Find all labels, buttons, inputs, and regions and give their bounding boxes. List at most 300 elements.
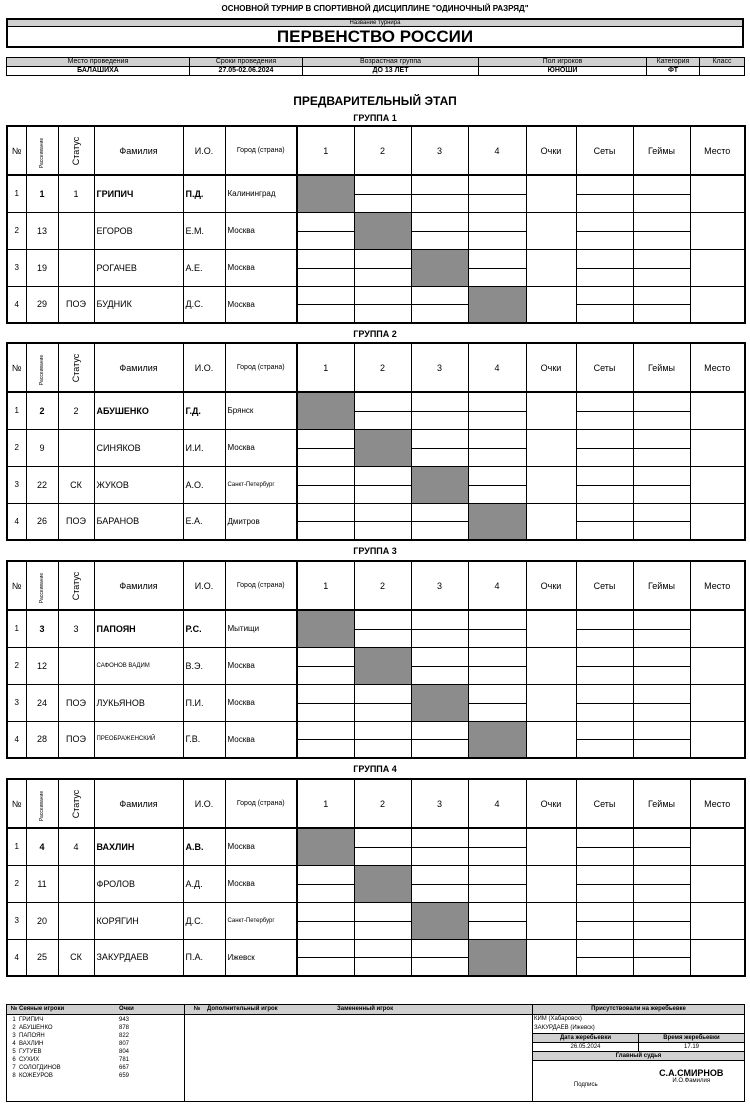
- player-place-cell[interactable]: [690, 392, 745, 429]
- player-surname: ФРОЛОВ: [94, 865, 183, 902]
- player-initials: Е.А.: [183, 503, 225, 540]
- header-num: №: [7, 561, 26, 610]
- match-result-cell[interactable]: [468, 902, 526, 939]
- seeds-caption: [7, 1005, 185, 1015]
- player-initials: А.О.: [183, 466, 225, 503]
- judge-label: Главный судья: [615, 1053, 662, 1059]
- self-match-cell: [354, 429, 411, 466]
- player-place-cell[interactable]: [690, 212, 745, 249]
- player-surname: ЖУКОВ: [94, 466, 183, 503]
- player-row: [7, 503, 745, 540]
- player-games-cell[interactable]: [633, 286, 690, 323]
- group-title: ГРУППА 3: [353, 546, 397, 556]
- player-city: Брянск: [225, 392, 297, 429]
- self-match-cell: [411, 466, 468, 503]
- player-initials: Д.С.: [183, 286, 225, 323]
- seed-row: [9, 1072, 182, 1080]
- player-sets-cell[interactable]: [576, 721, 633, 758]
- player-surname: БАРАНОВ: [94, 503, 183, 540]
- header-col2: 2: [354, 561, 411, 610]
- group-header-row: [7, 343, 745, 392]
- player-seed: 1: [26, 175, 58, 212]
- self-match-cell: [411, 249, 468, 286]
- match-result-cell[interactable]: [411, 647, 468, 684]
- player-games-cell[interactable]: [633, 865, 690, 902]
- group-table: [6, 342, 746, 541]
- player-seed: 11: [26, 865, 58, 902]
- player-points-cell[interactable]: [526, 610, 576, 647]
- player-status: [58, 212, 94, 249]
- match-result-cell[interactable]: [411, 828, 468, 865]
- match-result-cell[interactable]: [411, 865, 468, 902]
- player-games-cell[interactable]: [633, 939, 690, 976]
- extra-caption-replaced: Замененный игрок: [337, 1006, 394, 1012]
- player-city: Ижевск: [225, 939, 297, 976]
- seed-row: [9, 1024, 182, 1032]
- player-city: Москва: [225, 286, 297, 323]
- player-row: [7, 865, 745, 902]
- info-caption: Сроки проведения: [190, 58, 303, 67]
- tournament-info-table: [6, 57, 745, 76]
- match-result-cell[interactable]: [354, 828, 411, 865]
- player-status: [58, 902, 94, 939]
- player-initials: Р.С.: [183, 610, 225, 647]
- header-sets: Сеты: [576, 561, 633, 610]
- player-games-cell[interactable]: [633, 902, 690, 939]
- match-result-cell[interactable]: [297, 902, 354, 939]
- player-city: Санкт-Петербург: [225, 902, 297, 939]
- player-games-cell[interactable]: [633, 610, 690, 647]
- match-result-cell[interactable]: [297, 684, 354, 721]
- match-result-cell[interactable]: [411, 429, 468, 466]
- player-games-cell[interactable]: [633, 429, 690, 466]
- player-initials: П.А.: [183, 939, 225, 976]
- player-surname: ЕГОРОВ: [94, 212, 183, 249]
- draw-time-label: Время жеребьевки: [638, 1034, 744, 1042]
- match-result-cell[interactable]: [468, 249, 526, 286]
- header-sets: Сеты: [576, 126, 633, 175]
- header-points: Очки: [526, 561, 576, 610]
- match-result-cell[interactable]: [411, 939, 468, 976]
- seed-name: ГРИПИЧ: [19, 1017, 44, 1023]
- header-status-label: Статус: [70, 353, 81, 382]
- match-result-cell[interactable]: [468, 828, 526, 865]
- header-status: [58, 343, 94, 392]
- player-row: [7, 212, 745, 249]
- match-result-cell[interactable]: [468, 684, 526, 721]
- player-row: [7, 647, 745, 684]
- self-match-cell: [354, 865, 411, 902]
- seeds-caption-num: №: [10, 1006, 18, 1012]
- player-city: Дмитров: [225, 503, 297, 540]
- player-number: 2: [7, 429, 26, 466]
- header-col2: 2: [354, 343, 411, 392]
- player-sets-cell[interactable]: [576, 466, 633, 503]
- seed-row: [9, 1056, 182, 1064]
- group-header-row: [7, 126, 745, 175]
- info-caption: Класс: [700, 58, 745, 67]
- header-surname: Фамилия: [94, 561, 183, 610]
- player-city: Мытищи: [225, 610, 297, 647]
- match-result-cell[interactable]: [411, 286, 468, 323]
- player-initials: П.Д.: [183, 175, 225, 212]
- player-points-cell[interactable]: [526, 828, 576, 865]
- player-points-cell[interactable]: [526, 429, 576, 466]
- player-place-cell[interactable]: [690, 503, 745, 540]
- self-match-cell: [468, 286, 526, 323]
- player-initials: А.В.: [183, 828, 225, 865]
- match-result-cell[interactable]: [354, 175, 411, 212]
- player-place-cell[interactable]: [690, 466, 745, 503]
- player-points-cell[interactable]: [526, 902, 576, 939]
- player-games-cell[interactable]: [633, 249, 690, 286]
- match-result-cell[interactable]: [411, 392, 468, 429]
- player-city: Санкт-Петербург: [225, 466, 297, 503]
- header-place: Место: [690, 561, 745, 610]
- self-match-cell: [468, 503, 526, 540]
- player-status: СК: [58, 466, 94, 503]
- player-surname: ПРЕОБРАЖЕНСКИЙ: [94, 721, 183, 758]
- match-result-cell[interactable]: [468, 865, 526, 902]
- header-col4: 4: [468, 561, 526, 610]
- player-place-cell[interactable]: [690, 721, 745, 758]
- seed-points: 822: [119, 1033, 130, 1039]
- header-col3: 3: [411, 779, 468, 828]
- player-sets-cell[interactable]: [576, 286, 633, 323]
- header-seed: [26, 561, 58, 610]
- seed-num: 7: [12, 1065, 16, 1071]
- player-sets-cell[interactable]: [576, 175, 633, 212]
- self-match-cell: [354, 212, 411, 249]
- match-result-cell[interactable]: [354, 939, 411, 976]
- player-sets-cell[interactable]: [576, 828, 633, 865]
- player-points-cell[interactable]: [526, 286, 576, 323]
- player-points-cell[interactable]: [526, 684, 576, 721]
- player-surname: КОРЯГИН: [94, 902, 183, 939]
- header-col3: 3: [411, 126, 468, 175]
- player-place-cell[interactable]: [690, 175, 745, 212]
- header-city: Город (страна): [225, 561, 297, 610]
- info-value: 27.05-02.06.2024: [190, 67, 303, 76]
- player-initials: В.Э.: [183, 647, 225, 684]
- player-number: 4: [7, 939, 26, 976]
- player-place-cell[interactable]: [690, 249, 745, 286]
- player-games-cell[interactable]: [633, 503, 690, 540]
- self-match-cell: [297, 610, 354, 647]
- tournament-name-box: [6, 18, 744, 48]
- match-result-cell[interactable]: [411, 175, 468, 212]
- judge-caption: [533, 1051, 744, 1060]
- seed-name: СОЛОГДИНОВ: [19, 1065, 61, 1071]
- player-place-cell[interactable]: [690, 684, 745, 721]
- seed-points: 781: [119, 1057, 130, 1063]
- extra-caption: [185, 1005, 533, 1015]
- header-surname: Фамилия: [94, 779, 183, 828]
- info-value-row: [7, 67, 745, 76]
- match-result-cell[interactable]: [297, 939, 354, 976]
- match-result-cell[interactable]: [354, 286, 411, 323]
- draw-info: [533, 1015, 745, 1102]
- player-games-cell[interactable]: [633, 212, 690, 249]
- player-city: Москва: [225, 684, 297, 721]
- seed-points: 943: [119, 1017, 130, 1023]
- player-sets-cell[interactable]: [576, 429, 633, 466]
- player-number: 2: [7, 647, 26, 684]
- player-sets-cell[interactable]: [576, 939, 633, 976]
- player-status: 4: [58, 828, 94, 865]
- player-sets-cell[interactable]: [576, 902, 633, 939]
- header-seed: [26, 343, 58, 392]
- present-person: КИМ (Хабаровск): [534, 1016, 582, 1022]
- header-status: [58, 126, 94, 175]
- player-sets-cell[interactable]: [576, 610, 633, 647]
- player-points-cell[interactable]: [526, 721, 576, 758]
- match-result-cell[interactable]: [297, 212, 354, 249]
- info-caption: Возрастная группа: [303, 58, 479, 67]
- seed-points: 807: [119, 1041, 130, 1047]
- player-surname: ЛУКЬЯНОВ: [94, 684, 183, 721]
- player-games-cell[interactable]: [633, 684, 690, 721]
- player-initials: И.И.: [183, 429, 225, 466]
- player-seed: 12: [26, 647, 58, 684]
- player-city: Москва: [225, 429, 297, 466]
- seed-points: 659: [119, 1073, 130, 1079]
- draw-sign-block: [533, 1015, 744, 1101]
- match-result-cell[interactable]: [411, 212, 468, 249]
- match-result-cell[interactable]: [297, 286, 354, 323]
- player-status: 3: [58, 610, 94, 647]
- player-place-cell[interactable]: [690, 865, 745, 902]
- seed-name: ГУТУЕВ: [19, 1049, 42, 1055]
- player-points-cell[interactable]: [526, 939, 576, 976]
- header-status: [58, 779, 94, 828]
- player-seed: 26: [26, 503, 58, 540]
- header-surname: Фамилия: [94, 343, 183, 392]
- player-games-cell[interactable]: [633, 721, 690, 758]
- player-status: [58, 865, 94, 902]
- header-col1: 1: [297, 126, 354, 175]
- player-seed: 20: [26, 902, 58, 939]
- player-games-cell[interactable]: [633, 828, 690, 865]
- player-points-cell[interactable]: [526, 212, 576, 249]
- player-games-cell[interactable]: [633, 175, 690, 212]
- info-caption-row: [7, 58, 745, 67]
- player-sets-cell[interactable]: [576, 684, 633, 721]
- header-col1: 1: [297, 561, 354, 610]
- match-result-cell[interactable]: [468, 466, 526, 503]
- header-city: Город (страна): [225, 779, 297, 828]
- player-sets-cell[interactable]: [576, 865, 633, 902]
- match-result-cell[interactable]: [354, 466, 411, 503]
- player-surname: РОГАЧЕВ: [94, 249, 183, 286]
- player-status: ПОЭ: [58, 503, 94, 540]
- player-city: Москва: [225, 828, 297, 865]
- match-result-cell[interactable]: [468, 175, 526, 212]
- player-place-cell[interactable]: [690, 429, 745, 466]
- player-sets-cell[interactable]: [576, 249, 633, 286]
- player-sets-cell[interactable]: [576, 503, 633, 540]
- player-points-cell[interactable]: [526, 392, 576, 429]
- player-games-cell[interactable]: [633, 392, 690, 429]
- player-place-cell[interactable]: [690, 902, 745, 939]
- player-games-cell[interactable]: [633, 466, 690, 503]
- match-result-cell[interactable]: [354, 392, 411, 429]
- header-sets: Сеты: [576, 343, 633, 392]
- player-status: [58, 647, 94, 684]
- player-city: Москва: [225, 647, 297, 684]
- seed-row: [9, 1048, 182, 1056]
- bottom-table: [6, 1004, 745, 1102]
- header-initials: И.О.: [183, 343, 225, 392]
- player-points-cell[interactable]: [526, 249, 576, 286]
- group-table: [6, 560, 746, 759]
- header-initials: И.О.: [183, 126, 225, 175]
- player-status: 1: [58, 175, 94, 212]
- seed-row: [9, 1016, 182, 1024]
- draw-datetime-caption: [533, 1033, 744, 1042]
- match-result-cell[interactable]: [297, 429, 354, 466]
- player-initials: Е.М.: [183, 212, 225, 249]
- player-sets-cell[interactable]: [576, 392, 633, 429]
- match-result-cell[interactable]: [468, 392, 526, 429]
- bottom-caption-row: [7, 1005, 745, 1015]
- player-status: СК: [58, 939, 94, 976]
- player-surname: ГРИПИЧ: [94, 175, 183, 212]
- player-points-cell[interactable]: [526, 647, 576, 684]
- match-result-cell[interactable]: [354, 902, 411, 939]
- stage-title: ПРЕДВАРИТЕЛЬНЫЙ ЭТАП: [293, 94, 457, 108]
- player-games-cell[interactable]: [633, 647, 690, 684]
- player-points-cell[interactable]: [526, 175, 576, 212]
- extra-list: [185, 1015, 533, 1102]
- info-value: [700, 67, 745, 76]
- draw-date-label: Дата жеребьевки: [559, 1035, 612, 1041]
- player-number: 1: [7, 828, 26, 865]
- header-col3: 3: [411, 343, 468, 392]
- player-status: [58, 249, 94, 286]
- sign-label: Подпись: [573, 1082, 598, 1088]
- seed-points: 878: [119, 1025, 130, 1031]
- match-result-cell[interactable]: [297, 466, 354, 503]
- player-number: 1: [7, 610, 26, 647]
- seed-num: 3: [12, 1033, 16, 1039]
- group-header-row: [7, 779, 745, 828]
- player-place-cell[interactable]: [690, 939, 745, 976]
- self-match-cell: [297, 175, 354, 212]
- player-seed: 13: [26, 212, 58, 249]
- player-seed: 3: [26, 610, 58, 647]
- header-seed-label: Рассеивание: [39, 572, 45, 603]
- match-result-cell[interactable]: [297, 865, 354, 902]
- player-initials: Г.Д.: [183, 392, 225, 429]
- tournament-name-caption: Название турнира: [8, 20, 742, 27]
- match-result-cell[interactable]: [354, 503, 411, 540]
- document-title: ОСНОВНОЙ ТУРНИР В СПОРТИВНОЙ ДИСЦИПЛИНЕ "ОДИНОЧНЫЙ РАЗРЯД": [221, 4, 529, 13]
- player-row: [7, 939, 745, 976]
- match-result-cell[interactable]: [468, 647, 526, 684]
- seed-num: 4: [12, 1041, 16, 1047]
- header-col4: 4: [468, 343, 526, 392]
- player-surname: САФОНОВ ВАДИМ: [94, 647, 183, 684]
- player-sets-cell[interactable]: [576, 647, 633, 684]
- player-seed: 19: [26, 249, 58, 286]
- header-col2: 2: [354, 779, 411, 828]
- player-points-cell[interactable]: [526, 503, 576, 540]
- group-header-row: [7, 561, 745, 610]
- match-result-cell[interactable]: [297, 503, 354, 540]
- player-surname: СИНЯКОВ: [94, 429, 183, 466]
- match-result-cell[interactable]: [354, 249, 411, 286]
- player-initials: П.И.: [183, 684, 225, 721]
- header-seed: [26, 126, 58, 175]
- seed-points: 804: [119, 1049, 130, 1055]
- match-result-cell[interactable]: [411, 503, 468, 540]
- header-col4: 4: [468, 779, 526, 828]
- header-seed: [26, 779, 58, 828]
- player-number: 3: [7, 466, 26, 503]
- match-result-cell[interactable]: [297, 647, 354, 684]
- player-row: [7, 610, 745, 647]
- header-col1: 1: [297, 779, 354, 828]
- draw-caption: Присутствовали на жеребьевке: [533, 1005, 745, 1015]
- header-games: Геймы: [633, 126, 690, 175]
- header-place: Место: [690, 343, 745, 392]
- match-result-cell[interactable]: [354, 721, 411, 758]
- match-result-cell[interactable]: [411, 721, 468, 758]
- info-value: ФТ: [647, 67, 700, 76]
- player-number: 2: [7, 212, 26, 249]
- player-points-cell[interactable]: [526, 466, 576, 503]
- player-place-cell[interactable]: [690, 647, 745, 684]
- match-result-cell[interactable]: [468, 429, 526, 466]
- seed-name: АБУШЕНКО: [19, 1025, 53, 1031]
- player-place-cell[interactable]: [690, 286, 745, 323]
- header-col4: 4: [468, 126, 526, 175]
- header-surname: Фамилия: [94, 126, 183, 175]
- player-city: Москва: [225, 249, 297, 286]
- match-result-cell[interactable]: [468, 212, 526, 249]
- header-num: №: [7, 779, 26, 828]
- player-initials: Д.С.: [183, 902, 225, 939]
- draw-datetime-values: [533, 1042, 744, 1051]
- player-sets-cell[interactable]: [576, 212, 633, 249]
- match-result-cell[interactable]: [297, 721, 354, 758]
- judge-name: С.А.СМИРНОВ: [659, 1068, 724, 1078]
- player-number: 3: [7, 684, 26, 721]
- player-points-cell[interactable]: [526, 865, 576, 902]
- group-title: ГРУППА 4: [353, 764, 397, 774]
- player-surname: АБУШЕНКО: [94, 392, 183, 429]
- match-result-cell[interactable]: [354, 684, 411, 721]
- player-status: 2: [58, 392, 94, 429]
- tournament-name: ПЕРВЕНСТВО РОССИИ: [276, 27, 474, 46]
- match-result-cell[interactable]: [297, 249, 354, 286]
- player-seed: 4: [26, 828, 58, 865]
- player-place-cell[interactable]: [690, 828, 745, 865]
- header-col1: 1: [297, 343, 354, 392]
- player-row: [7, 828, 745, 865]
- header-initials: И.О.: [183, 779, 225, 828]
- match-result-cell[interactable]: [354, 610, 411, 647]
- player-place-cell[interactable]: [690, 610, 745, 647]
- match-result-cell[interactable]: [468, 610, 526, 647]
- match-result-cell[interactable]: [411, 610, 468, 647]
- seeds-list: [7, 1015, 185, 1102]
- header-games: Геймы: [633, 779, 690, 828]
- player-row: [7, 429, 745, 466]
- player-surname: ЗАКУРДАЕВ: [94, 939, 183, 976]
- header-status-label: Статус: [70, 136, 81, 165]
